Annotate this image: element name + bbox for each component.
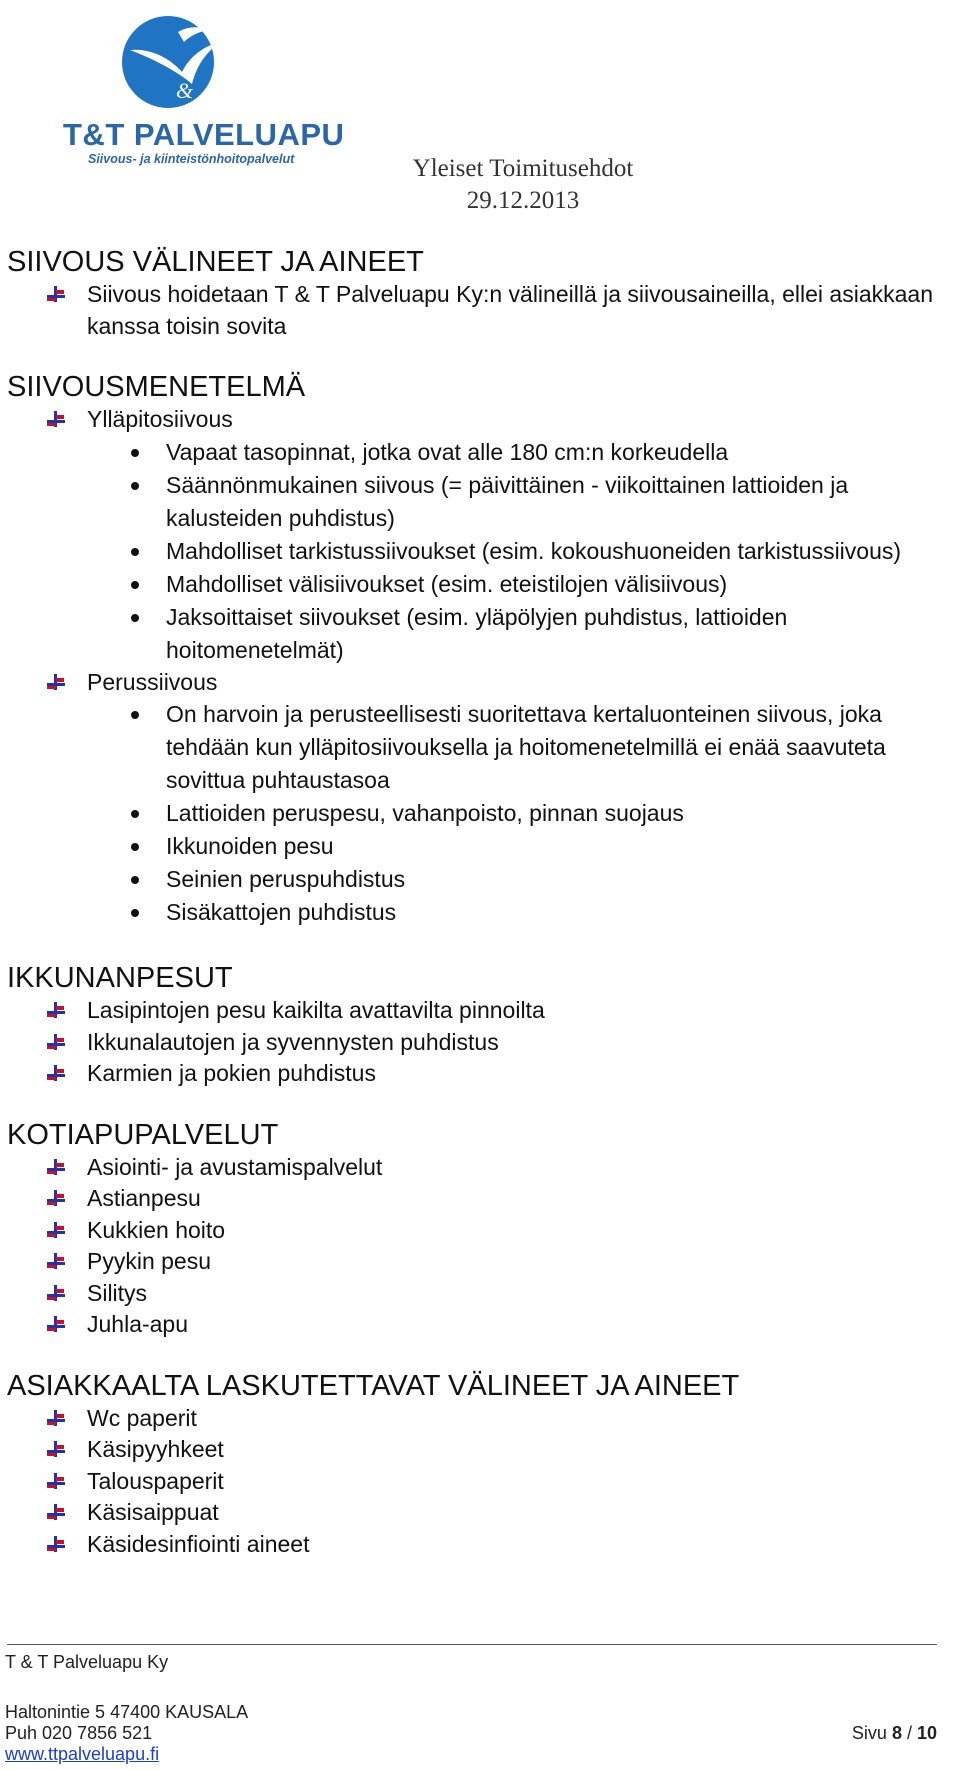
arrow-bullet-icon [47,1034,65,1050]
list-item-text: Käsisaippuat [87,1499,219,1525]
sub-bullet-list [87,698,960,929]
section-home-help [0,1118,960,1341]
arrow-bullet-icon [47,411,65,427]
bullet-dot-icon [131,548,139,556]
page-number [852,1723,937,1744]
arrow-bullet-icon [47,1504,65,1520]
list-item-text: Talouspaperit [87,1467,224,1494]
footer-phone: Puh 020 7856 521 [5,1723,153,1743]
list-item [0,1434,960,1466]
arrow-bullet-icon [47,674,65,690]
arrow-bullet-icon [47,1473,65,1489]
bullet-dot-icon [131,909,139,917]
list-item-text: Ikkunalautojen ja syvennysten puhdistus [87,1028,499,1055]
sub-list-item: On harvoin ja perusteellisesti suoritettava kertaluonteinen siivous, joka tehdään kun ylläpitosiivouksella ja hoitomenetelmillä ei enää saavuteta sovittua puhtaustasoa [84,698,960,797]
section-heading: SIIVOUSMENETELMÄ [7,371,306,403]
bullet-list [0,279,960,342]
bullet-dot-icon [131,482,139,490]
list-item-text: Siivous hoidetaan T & T Palveluapu Ky:n välineillä ja siivousaineilla, ellei asiakkaan kanssa toisin sovita [87,281,933,339]
bullet-dot-icon [131,843,139,851]
bullet-dot-icon [131,449,139,457]
list-item [0,995,960,1027]
section-heading: ASIAKKAALTA LASKUTETTAVAT VÄLINEET JA AINEET [7,1369,740,1402]
section-window-washing [0,961,960,1090]
sub-list-item: Mahdolliset tarkistussiivoukset (esim. kokoushuoneiden tarkistussiivous) [84,535,960,568]
document-title: Yleiset Toimitusehdot [412,155,634,182]
arrow-bullet-icon [47,1536,65,1552]
bullet-dot-icon [131,810,139,818]
footer-website-link[interactable]: www.ttpalveluapu.fi [5,1744,160,1764]
page-current: 8 [891,1723,902,1743]
sub-list-item: Ikkunoiden pesu [84,830,960,863]
list-item-text: Pyykin pesu [87,1248,212,1274]
page-separator: / [901,1723,917,1743]
company-logo [58,12,345,166]
section-heading: SIIVOUS VÄLINEET JA AINEET [7,246,424,278]
bullet-dot-icon [131,711,139,719]
list-item [0,667,960,930]
list-item-text: Ylläpitosiivous [87,406,233,432]
sub-list-item: Seinien peruspuhdistus [84,863,960,896]
list-item [0,1058,960,1090]
list-item [0,1278,960,1310]
arrow-bullet-icon [47,1441,65,1457]
bullet-list [0,404,960,929]
bullet-dot-icon [131,876,139,884]
list-item [0,1309,960,1341]
list-item-text: Käsidesinfiointi aineet [87,1530,310,1557]
footer-company: T & T Palveluapu Ky [5,1652,169,1672]
list-item [0,1466,960,1498]
arrow-bullet-icon [47,1316,65,1332]
bullet-dot-icon [131,614,139,622]
list-item [0,1027,960,1059]
arrow-bullet-icon [47,1222,65,1238]
arrow-bullet-icon [47,1190,65,1206]
bullet-list [0,1403,960,1561]
document-body [0,245,960,1560]
list-item [0,1246,960,1278]
list-item [0,1215,960,1247]
sub-list-item: Vapaat tasopinnat, jotka ovat alle 180 cm:n korkeudella [84,436,960,469]
footer-divider [7,1644,937,1645]
arrow-bullet-icon [47,286,65,302]
list-item-text: Juhla-apu [87,1311,189,1337]
page-label: Sivu [851,1723,887,1743]
list-item-text: Silitys [87,1279,148,1306]
sub-list-item: Mahdolliset välisiivoukset (esim. eteistilojen välisiivous) [84,568,960,601]
arrow-bullet-icon [47,1002,65,1018]
section-billed-supplies [0,1369,960,1561]
arrow-bullet-icon [47,1065,65,1081]
list-item-text: Wc paperit [87,1404,197,1431]
document-date: 29.12.2013 [466,187,580,214]
list-item [0,1403,960,1435]
list-item [0,404,960,667]
sub-list-item: Lattioiden peruspesu, vahanpoisto, pinnan suojaus [84,797,960,830]
sub-bullet-list [87,436,960,667]
brand-tagline: Siivous- ja kiinteistönhoitopalvelut [88,152,295,166]
section-heading: IKKUNANPESUT [7,962,233,994]
page-total: 10 [916,1723,937,1743]
arrow-bullet-icon [47,1285,65,1301]
bullet-dot-icon [131,581,139,589]
swallow-logo-icon [58,12,290,122]
footer-address: Haltonintie 5 47400 KAUSALA [5,1702,249,1722]
list-item [0,1497,960,1529]
arrow-bullet-icon [47,1159,65,1175]
sub-list-item: Jaksoittaiset siivoukset (esim. yläpölyjen puhdistus, lattioiden hoitomenetelmät) [84,601,960,667]
list-item-text: Kukkien hoito [87,1216,226,1243]
section-cleaning-supplies [0,245,960,342]
brand-name: T&T PALVELUAPU [63,117,345,152]
section-heading: KOTIAPUPALVELUT [7,1118,279,1151]
list-item-text: Karmien ja pokien puhdistus [87,1060,376,1086]
list-item-text: Lasipintojen pesu kaikilta avattavilta pinnoilta [87,997,545,1023]
list-item-text: Astianpesu [87,1185,201,1211]
svg-text:&: & [176,78,194,103]
bullet-list [0,995,960,1090]
sub-list-item: Säännönmukainen siivous (= päivittäinen - viikoittainen lattioiden ja kalusteiden puhdistus) [84,469,960,535]
bullet-list [0,1152,960,1341]
list-item [0,1183,960,1215]
arrow-bullet-icon [47,1410,65,1426]
sub-list-item: Sisäkattojen puhdistus [84,896,960,929]
list-item [0,1152,960,1184]
arrow-bullet-icon [47,1253,65,1269]
list-item-text: Käsipyyhkeet [87,1436,224,1462]
list-item [0,1529,960,1561]
list-item [0,279,960,342]
section-cleaning-method [0,370,960,929]
list-item-text: Asiointi- ja avustamispalvelut [87,1153,383,1180]
list-item-text: Perussiivous [87,668,218,695]
